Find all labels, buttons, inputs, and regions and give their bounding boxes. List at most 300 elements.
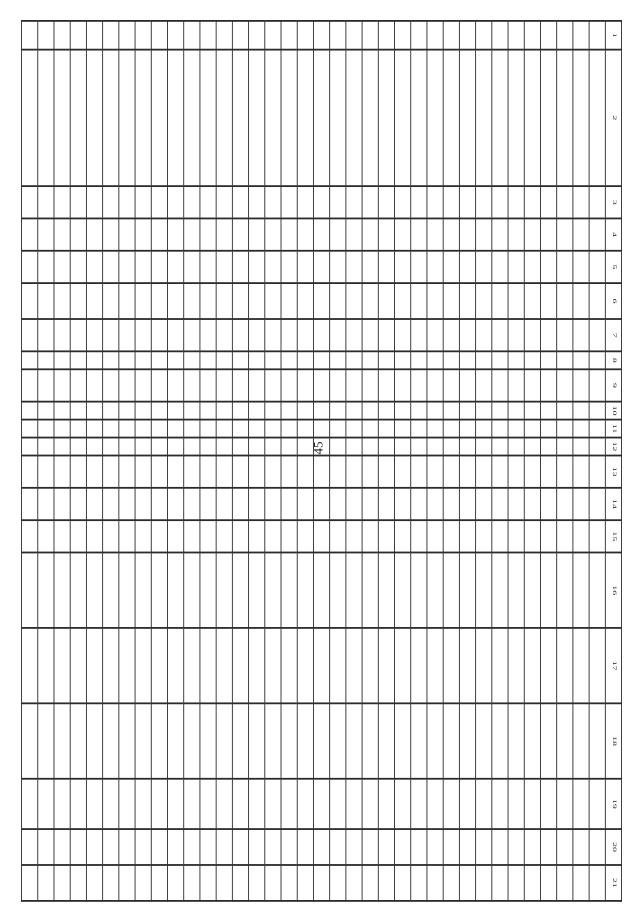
table-cell	[54, 319, 70, 351]
table-cell	[297, 186, 313, 218]
table-cell	[167, 829, 183, 865]
table-cell	[313, 21, 329, 50]
table-cell	[411, 829, 427, 865]
table-cell	[232, 50, 248, 186]
table-cell	[86, 283, 102, 319]
table-cell	[200, 488, 216, 520]
table-cell	[265, 438, 281, 456]
table-cell	[476, 319, 492, 351]
table-cell	[427, 779, 443, 829]
table-cell	[232, 351, 248, 369]
table-cell	[38, 283, 54, 319]
table-cell	[573, 351, 589, 369]
table-row	[135, 21, 151, 901]
table-cell	[38, 488, 54, 520]
table-cell	[216, 552, 232, 627]
table-cell	[540, 218, 556, 250]
table-row	[86, 21, 102, 901]
table-cell	[443, 420, 459, 438]
table-cell	[508, 865, 524, 901]
table-cell	[167, 456, 183, 488]
table-cell	[281, 628, 297, 703]
table-cell	[492, 402, 508, 420]
table-cell	[557, 438, 573, 456]
table-cell	[70, 420, 86, 438]
table-cell	[346, 488, 362, 520]
table-cell	[573, 402, 589, 420]
table-cell	[119, 628, 135, 703]
table-cell	[22, 402, 38, 420]
table-cell	[216, 779, 232, 829]
table-cell	[119, 251, 135, 283]
table-cell	[86, 628, 102, 703]
table-cell	[216, 438, 232, 456]
table-cell	[346, 351, 362, 369]
table-row	[492, 21, 508, 901]
table-cell	[508, 50, 524, 186]
table-cell	[508, 218, 524, 250]
table-cell	[70, 218, 86, 250]
table-cell	[492, 420, 508, 438]
table-cell	[119, 703, 135, 778]
table-cell	[151, 703, 167, 778]
table-cell	[54, 829, 70, 865]
table-cell	[443, 218, 459, 250]
table-cell	[508, 369, 524, 401]
table-cell	[103, 865, 119, 901]
table-cell	[22, 319, 38, 351]
table-cell	[86, 369, 102, 401]
table-cell	[265, 319, 281, 351]
table-row	[395, 21, 411, 901]
table-cell	[38, 351, 54, 369]
table-cell	[281, 319, 297, 351]
table-cell	[378, 402, 394, 420]
table-cell	[265, 50, 281, 186]
table-cell	[135, 251, 151, 283]
table-cell	[459, 703, 475, 778]
table-cell	[395, 488, 411, 520]
table-cell	[200, 319, 216, 351]
table-cell	[427, 520, 443, 552]
table-cell	[135, 319, 151, 351]
data-table	[21, 20, 622, 902]
table-cell	[249, 703, 265, 778]
table-cell	[411, 186, 427, 218]
table-cell	[135, 829, 151, 865]
table-cell	[427, 351, 443, 369]
table-cell	[362, 369, 378, 401]
table-cell	[395, 283, 411, 319]
table-cell	[86, 552, 102, 627]
table-cell	[22, 865, 38, 901]
table-cell	[297, 21, 313, 50]
table-cell	[38, 218, 54, 250]
table-cell	[459, 420, 475, 438]
table-cell	[70, 251, 86, 283]
table-cell	[557, 703, 573, 778]
table-cell	[216, 50, 232, 186]
table-cell	[378, 351, 394, 369]
table-cell	[573, 283, 589, 319]
table-cell	[573, 420, 589, 438]
table-cell	[54, 369, 70, 401]
table-cell	[395, 402, 411, 420]
table-cell	[216, 456, 232, 488]
table-row	[38, 21, 54, 901]
table-cell	[249, 628, 265, 703]
table-cell	[362, 351, 378, 369]
table-cell	[103, 319, 119, 351]
table-cell	[265, 351, 281, 369]
table-cell	[378, 283, 394, 319]
table-cell	[346, 520, 362, 552]
table-cell	[443, 186, 459, 218]
table-cell	[232, 218, 248, 250]
table-cell	[443, 21, 459, 50]
table-cell	[22, 218, 38, 250]
table-cell	[573, 369, 589, 401]
table-cell	[540, 703, 556, 778]
table-cell	[557, 283, 573, 319]
table-cell	[589, 21, 605, 50]
table-cell	[362, 779, 378, 829]
table-cell	[330, 186, 346, 218]
table-cell	[216, 251, 232, 283]
table-cell	[443, 829, 459, 865]
table-cell	[38, 420, 54, 438]
table-cell	[216, 21, 232, 50]
table-cell	[249, 319, 265, 351]
table-cell	[427, 438, 443, 456]
table-cell	[167, 552, 183, 627]
table-cell	[54, 488, 70, 520]
table-cell	[184, 319, 200, 351]
table-cell	[476, 456, 492, 488]
table-cell	[167, 186, 183, 218]
table-cell	[281, 21, 297, 50]
table-cell	[86, 50, 102, 186]
table-cell	[54, 50, 70, 186]
table-cell	[135, 186, 151, 218]
table-cell	[249, 829, 265, 865]
table-cell	[411, 50, 427, 186]
table-cell	[573, 552, 589, 627]
table-cell	[411, 251, 427, 283]
table-cell	[557, 865, 573, 901]
table-cell	[557, 369, 573, 401]
table-cell	[492, 369, 508, 401]
table-cell	[297, 779, 313, 829]
table-cell	[330, 552, 346, 627]
table-cell	[524, 438, 540, 456]
table-cell	[265, 369, 281, 401]
table-cell	[38, 50, 54, 186]
table-cell	[427, 628, 443, 703]
table-cell	[297, 520, 313, 552]
table-cell	[184, 369, 200, 401]
table-cell	[184, 21, 200, 50]
table-cell	[573, 628, 589, 703]
table-cell	[508, 628, 524, 703]
table-cell	[70, 456, 86, 488]
table-cell	[38, 456, 54, 488]
table-cell	[427, 21, 443, 50]
table-row	[346, 21, 362, 901]
table-cell	[427, 865, 443, 901]
table-cell	[459, 488, 475, 520]
table-cell	[216, 520, 232, 552]
table-cell	[346, 456, 362, 488]
table-cell	[476, 829, 492, 865]
table-cell	[557, 552, 573, 627]
table-cell	[22, 21, 38, 50]
table-cell	[70, 829, 86, 865]
table-cell	[557, 829, 573, 865]
table-cell	[443, 703, 459, 778]
table-cell	[119, 186, 135, 218]
table-cell	[70, 438, 86, 456]
table-cell	[184, 438, 200, 456]
table-cell	[265, 703, 281, 778]
table-cell	[476, 552, 492, 627]
table-cell	[589, 865, 605, 901]
table-cell	[508, 251, 524, 283]
table-cell	[281, 186, 297, 218]
table-cell	[411, 456, 427, 488]
table-cell	[427, 319, 443, 351]
table-cell	[38, 520, 54, 552]
table-cell	[265, 21, 281, 50]
table-cell	[135, 438, 151, 456]
table-cell	[427, 251, 443, 283]
table-cell	[281, 420, 297, 438]
table-cell	[281, 829, 297, 865]
table-cell	[54, 865, 70, 901]
table-cell	[524, 351, 540, 369]
table-cell	[200, 283, 216, 319]
table-cell	[184, 283, 200, 319]
table-cell	[135, 628, 151, 703]
table-cell	[70, 628, 86, 703]
table-cell	[395, 628, 411, 703]
table-cell	[135, 520, 151, 552]
table-cell	[573, 50, 589, 186]
table-cell	[330, 283, 346, 319]
table-cell	[459, 186, 475, 218]
table-cell	[70, 186, 86, 218]
table-cell	[540, 283, 556, 319]
table-cell	[330, 520, 346, 552]
table-cell	[362, 283, 378, 319]
table-cell	[119, 402, 135, 420]
table-row	[281, 21, 297, 901]
table-cell	[135, 283, 151, 319]
table-cell	[265, 251, 281, 283]
table-cell	[38, 251, 54, 283]
table-cell	[443, 251, 459, 283]
table-cell	[38, 779, 54, 829]
table-cell	[200, 186, 216, 218]
table-cell	[200, 251, 216, 283]
table-cell	[346, 50, 362, 186]
table-cell	[362, 703, 378, 778]
table-cell	[54, 251, 70, 283]
table-cell	[232, 779, 248, 829]
table-cell	[573, 251, 589, 283]
table-cell	[54, 21, 70, 50]
table-cell	[297, 218, 313, 250]
table-cell	[103, 779, 119, 829]
table-cell	[167, 488, 183, 520]
table-cell	[378, 420, 394, 438]
table-cell	[281, 456, 297, 488]
table-cell	[411, 283, 427, 319]
column-number: 9	[605, 369, 621, 401]
table-cell	[232, 21, 248, 50]
table-cell	[119, 369, 135, 401]
table-cell	[508, 319, 524, 351]
table-cell	[38, 21, 54, 50]
table-cell	[395, 186, 411, 218]
table-cell	[200, 369, 216, 401]
table-cell	[297, 369, 313, 401]
table-cell	[54, 438, 70, 456]
table-cell	[265, 283, 281, 319]
table-cell	[378, 628, 394, 703]
table-cell	[103, 829, 119, 865]
table-cell	[22, 283, 38, 319]
table-cell	[22, 703, 38, 778]
table-cell	[119, 420, 135, 438]
table-cell	[395, 21, 411, 50]
table-cell	[297, 420, 313, 438]
table-cell	[249, 552, 265, 627]
table-cell	[378, 251, 394, 283]
table-cell	[459, 283, 475, 319]
table-cell	[427, 218, 443, 250]
table-cell	[589, 552, 605, 627]
column-number: 18	[605, 703, 621, 778]
table-cell	[135, 369, 151, 401]
table-cell	[70, 488, 86, 520]
table-cell	[508, 186, 524, 218]
table-cell	[200, 779, 216, 829]
column-number: 19	[605, 779, 621, 829]
table-cell	[589, 829, 605, 865]
table-cell	[232, 703, 248, 778]
table-cell	[54, 218, 70, 250]
table-cell	[135, 351, 151, 369]
table-cell	[281, 251, 297, 283]
table-cell	[151, 218, 167, 250]
table-cell	[346, 438, 362, 456]
column-number-row	[605, 21, 621, 901]
table-cell	[524, 865, 540, 901]
table-cell	[395, 456, 411, 488]
table-cell	[492, 351, 508, 369]
table-cell	[184, 779, 200, 829]
table-cell	[524, 251, 540, 283]
table-cell	[589, 351, 605, 369]
table-cell	[313, 420, 329, 438]
table-cell	[103, 351, 119, 369]
table-cell	[346, 703, 362, 778]
table-cell	[313, 319, 329, 351]
table-cell	[508, 21, 524, 50]
table-cell	[265, 488, 281, 520]
table-cell	[216, 186, 232, 218]
table-cell	[119, 438, 135, 456]
table-cell	[297, 456, 313, 488]
table-cell	[492, 283, 508, 319]
table-cell	[443, 779, 459, 829]
table-cell	[346, 218, 362, 250]
table-cell	[395, 369, 411, 401]
table-cell	[22, 488, 38, 520]
table-cell	[249, 369, 265, 401]
table-cell	[249, 251, 265, 283]
column-number: 20	[605, 829, 621, 865]
table-cell	[313, 865, 329, 901]
table-cell	[135, 703, 151, 778]
table-cell	[540, 420, 556, 438]
table-cell	[232, 369, 248, 401]
table-cell	[330, 21, 346, 50]
table-cell	[589, 438, 605, 456]
table-cell	[573, 488, 589, 520]
table-cell	[443, 552, 459, 627]
table-cell	[557, 218, 573, 250]
table-cell	[281, 369, 297, 401]
table-cell	[22, 351, 38, 369]
table-cell	[411, 779, 427, 829]
table-cell	[459, 520, 475, 552]
table-cell	[589, 186, 605, 218]
table-cell	[492, 21, 508, 50]
table-cell	[508, 703, 524, 778]
table-cell	[135, 779, 151, 829]
table-row	[540, 21, 556, 901]
table-cell	[395, 420, 411, 438]
table-row	[330, 21, 346, 901]
table-cell	[151, 251, 167, 283]
table-cell	[297, 402, 313, 420]
table-cell	[54, 703, 70, 778]
table-cell	[297, 351, 313, 369]
table-cell	[216, 703, 232, 778]
table-cell	[86, 402, 102, 420]
table-cell	[265, 552, 281, 627]
table-cell	[557, 420, 573, 438]
table-cell	[310, 438, 329, 456]
table-cell	[232, 552, 248, 627]
table-cell	[573, 218, 589, 250]
table-cell	[119, 319, 135, 351]
table-cell	[232, 186, 248, 218]
table-cell	[492, 829, 508, 865]
table-cell	[281, 283, 297, 319]
table-cell	[476, 438, 492, 456]
table-cell	[492, 865, 508, 901]
table-cell	[22, 369, 38, 401]
table-cell	[378, 703, 394, 778]
table-cell	[476, 50, 492, 186]
table-cell	[395, 552, 411, 627]
table-cell	[265, 520, 281, 552]
table-cell	[135, 552, 151, 627]
table-cell	[589, 218, 605, 250]
